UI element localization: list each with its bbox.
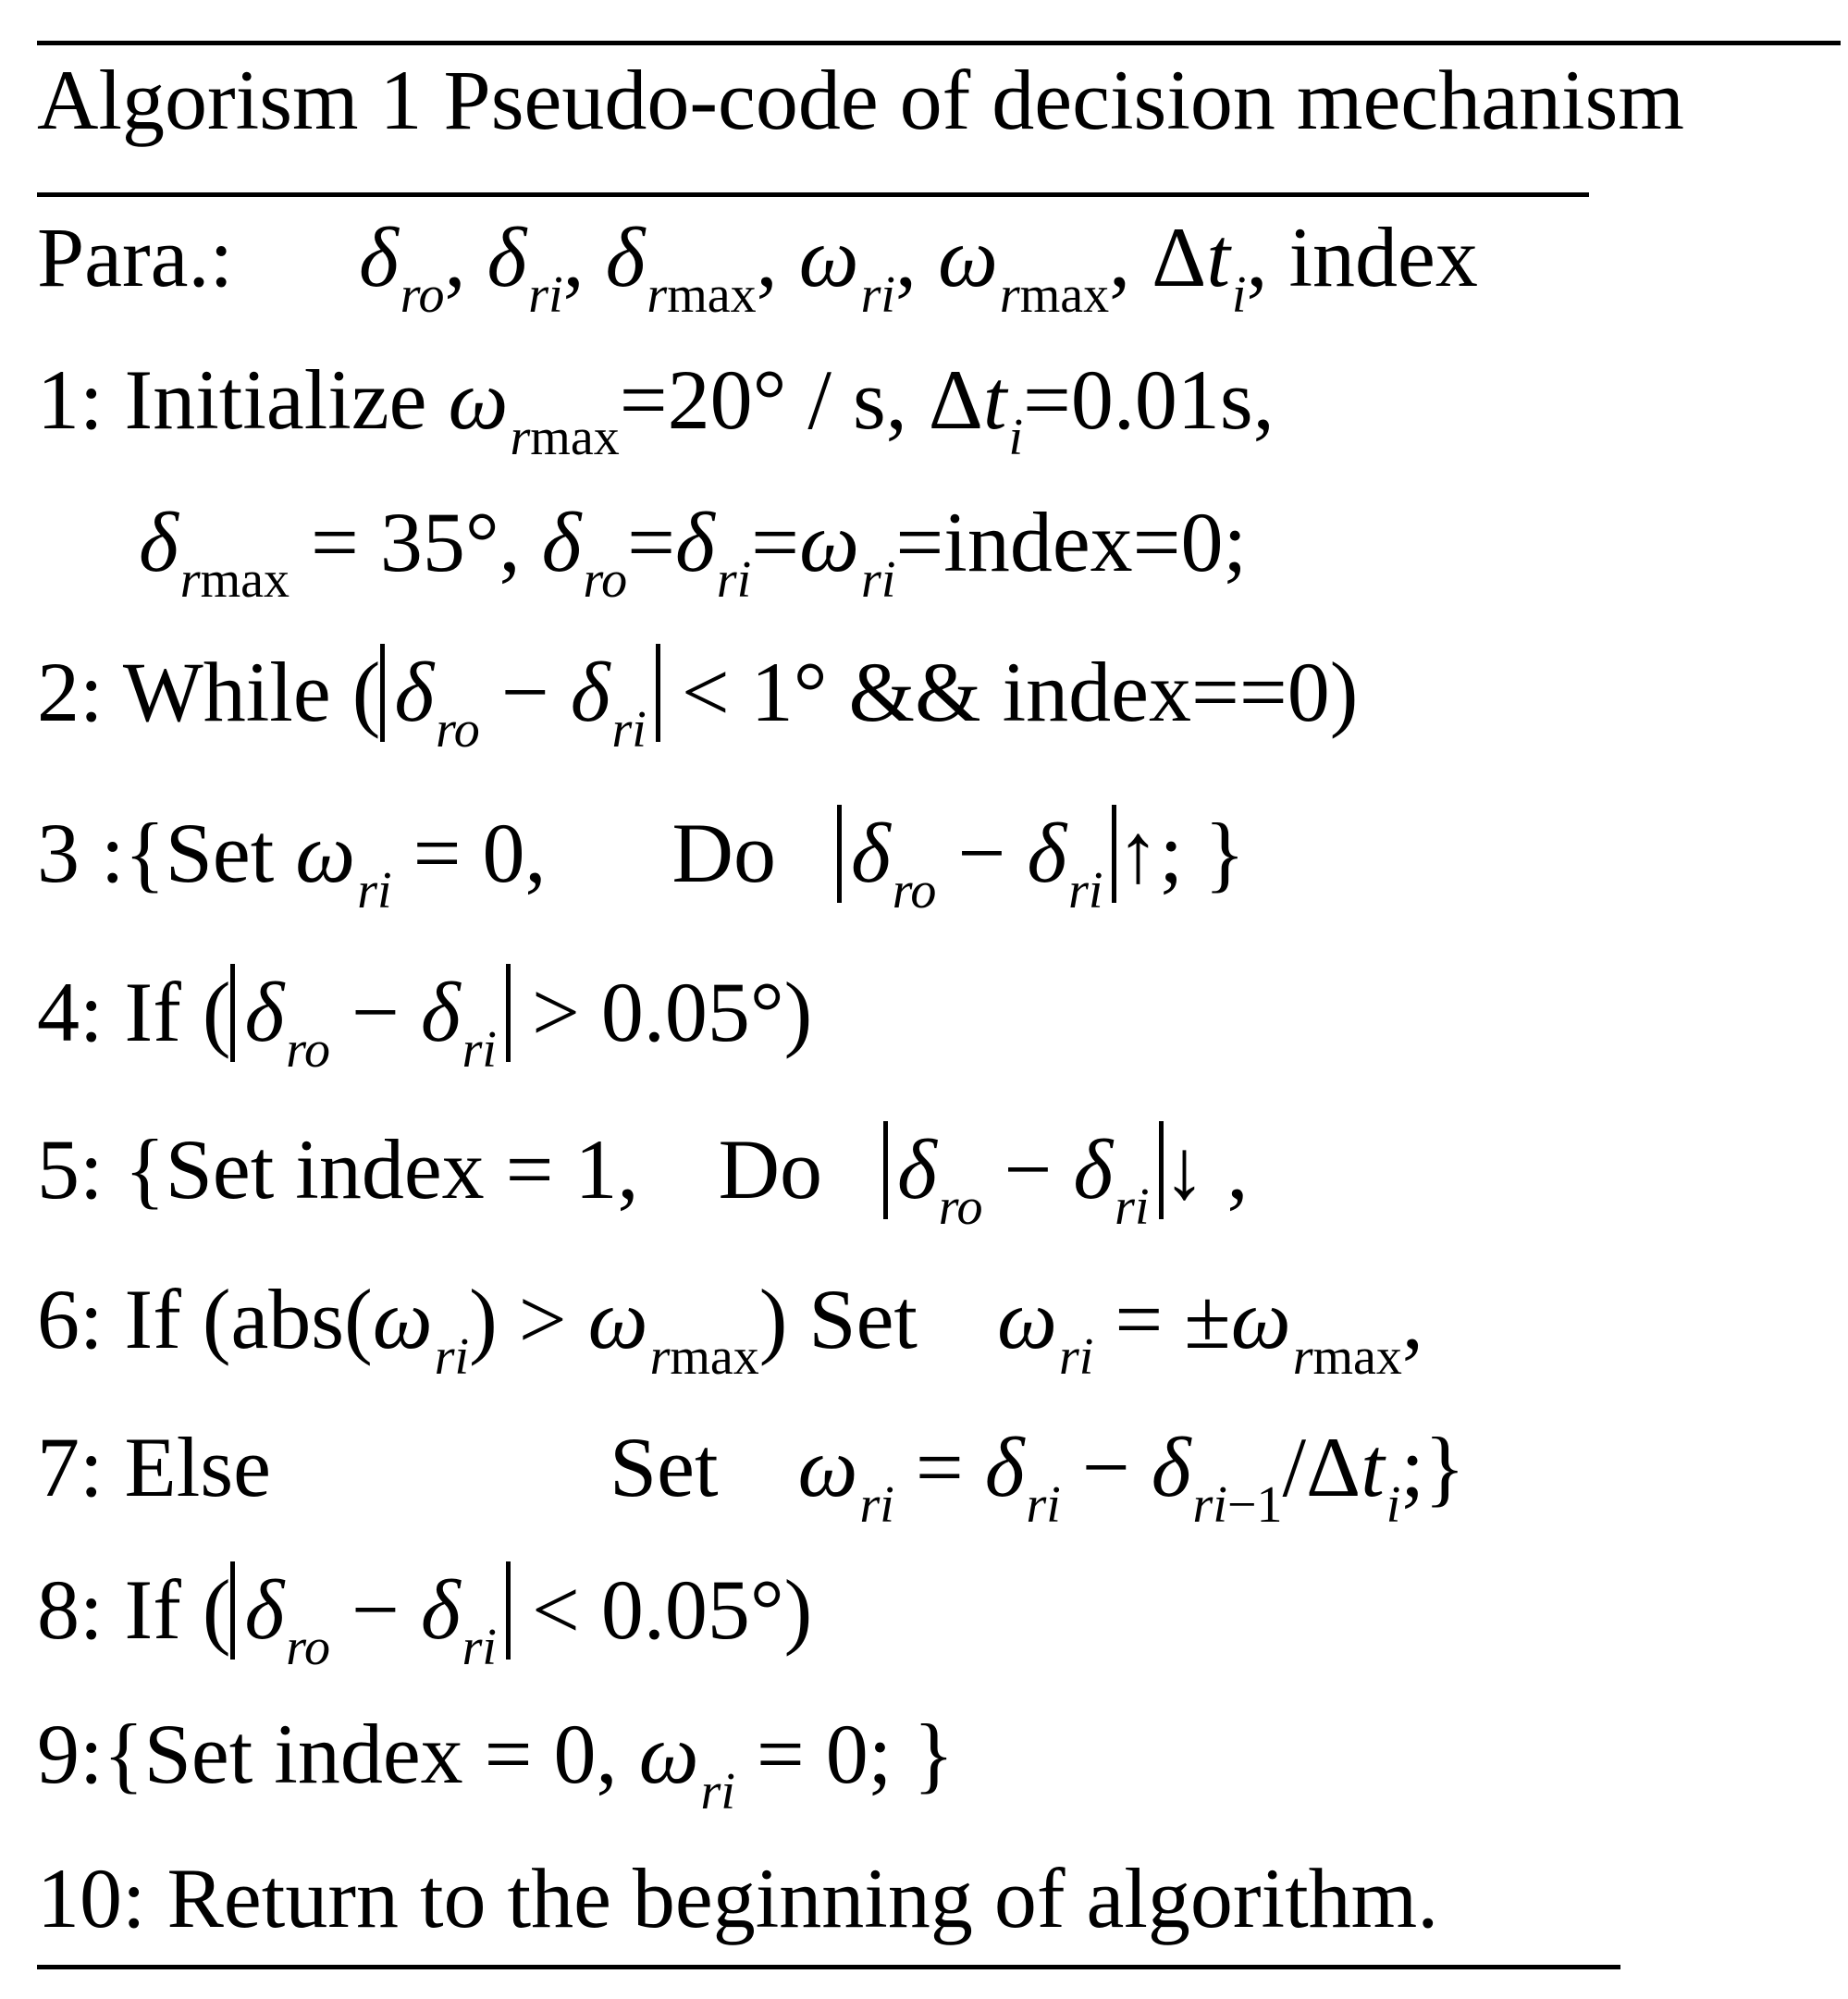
step-2-label: 2: While ( (37, 645, 381, 739)
step-5-tail: ↓ , (1163, 1122, 1249, 1216)
step-6: 6: If $(abs(\omega_{ri}) > \omega_{rmax})$ Set $\omega_{ri} = \pm\omega_{rmax}$, (37, 1272, 1423, 1386)
step-1: 1: Initialize $\omega_{rmax}=20^\circ / s$, $\Delta t_i=0.01s$, (37, 352, 1275, 466)
step-8-label: 8: If ( (37, 1562, 231, 1657)
step-7-label: 7: Else (37, 1420, 271, 1514)
step-5-label: 5: {Set index = 1, (37, 1122, 639, 1216)
algorithm-title: Algorism 1 Pseudo-code of decision mechanism (37, 53, 1684, 147)
step-1-continued: $\delta_{rmax} = 35^\circ$, $\delta_{ro}=\delta_{ri}=\omega_{ri}=index=0$; (139, 495, 1248, 609)
top-rule (37, 41, 1841, 45)
title-rule (37, 192, 1589, 197)
step-3-tail: ↑; } (1116, 806, 1246, 900)
step-2: 2: While ( $\delta_{ro} - \delta_{ri} < 1^\circ$ && index==0) (37, 645, 1359, 759)
step-2-tail: < 1° && index==0) (659, 645, 1359, 739)
step-9: 9:{Set index = 0, $\omega_{ri} = 0$; } (37, 1707, 955, 1820)
step-9-tail: = 0; } (734, 1707, 955, 1801)
step-5: 5: {Set index = 1, Do $\delta_{ro} - \delta_{ri}$ ↓ , (37, 1122, 1249, 1236)
step-1b-eq1: = 35°, (289, 495, 521, 589)
params-line: Para.: $\delta_{ro}$, $\delta_{ri}$, $\delta_{rmax}$, $\omega_{ri}$, $\omega_{rmax}$, $\Delta t_i$, index (37, 210, 1478, 324)
step-1b-eq2: =index=0; (895, 495, 1248, 589)
step-8-tail: < 0.05°) (510, 1562, 813, 1657)
params-label: Para.: (37, 210, 234, 304)
step-4-tail: > 0.05°) (510, 965, 813, 1059)
step-4-label: 4: If ( (37, 965, 231, 1059)
step-3: 3 :{Set $\omega_{ri} = 0$, Do $\delta_{ro} - \delta_{ri}$ ↑; } (37, 806, 1246, 919)
step-6-eq: = ± (1093, 1272, 1231, 1366)
step-3-mid: = 0, (391, 806, 547, 900)
step-7-set: Set (609, 1420, 719, 1514)
step-4: 4: If ( $\delta_{ro} - \delta_{ri} > 0.05^\circ$) (37, 965, 813, 1079)
step-3-label: 3 :{Set (37, 806, 275, 900)
step-1-eq2: =0.01s, (1023, 352, 1275, 447)
step-1-label: 1: Initialize (37, 352, 427, 447)
bottom-rule (37, 1965, 1620, 1969)
step-7: 7: Else Set $\omega_{ri} = \delta_{ri}$ − $\delta_{ri-1}/\Delta t_i$;} (37, 1420, 1466, 1534)
step-10: 10: Return to the beginning of algorithm. (37, 1851, 1439, 1945)
step-6-set: ) Set (758, 1272, 918, 1366)
step-8: 8: If ( $\delta_{ro} - \delta_{ri} < 0.05^\circ$) (37, 1562, 813, 1676)
step-3-do: Do (671, 806, 776, 900)
step-6-mid: ) > (469, 1272, 567, 1366)
step-5-do: Do (718, 1122, 823, 1216)
step-9-label: 9:{Set index = 0, (37, 1707, 618, 1801)
step-6-label: 6: If (abs( (37, 1272, 373, 1366)
step-1-eq1: =20° / s, (619, 352, 907, 447)
